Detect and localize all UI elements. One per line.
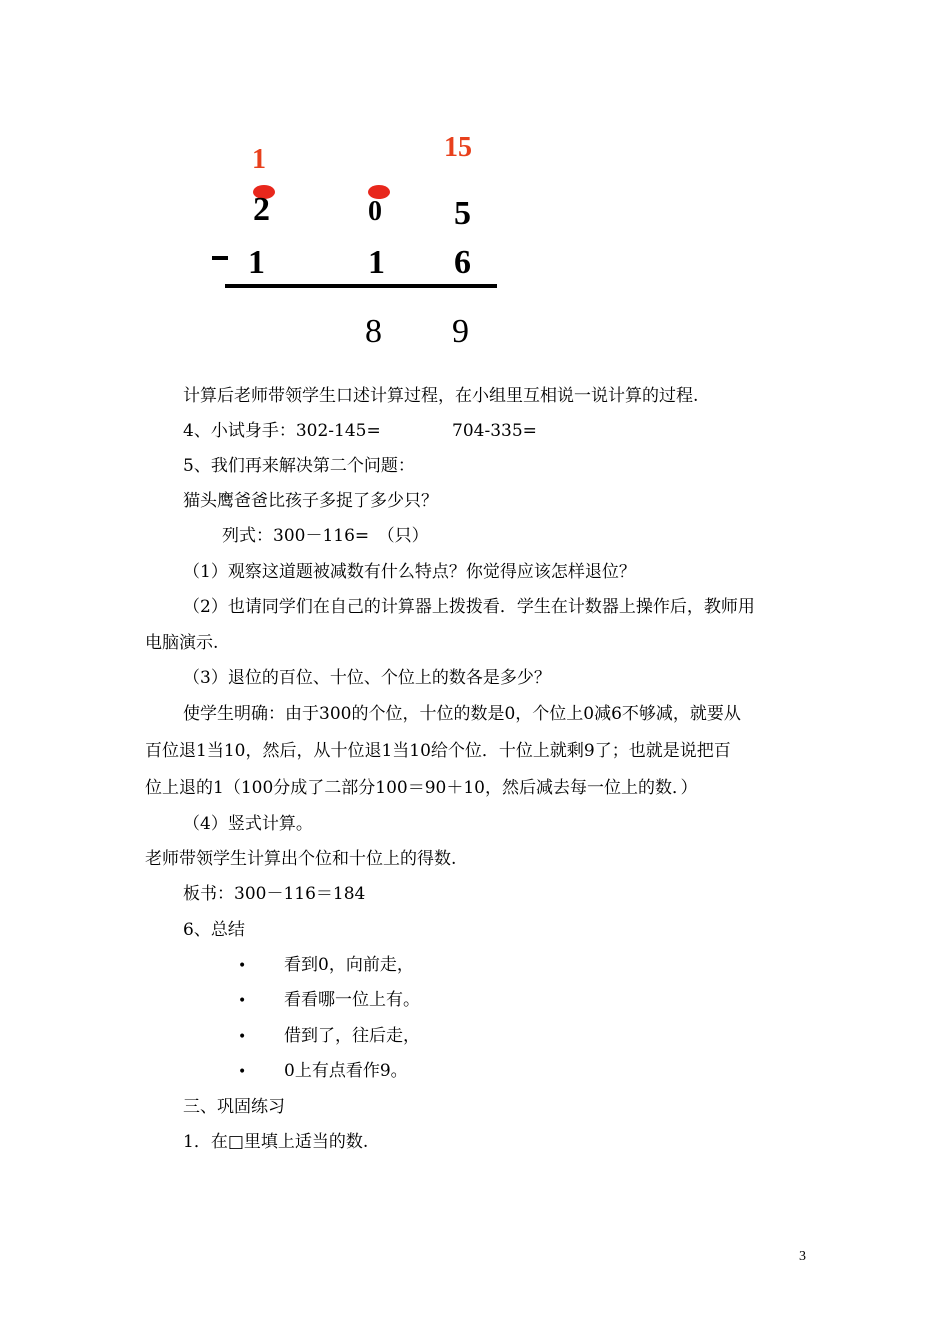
paragraph-summary-heading: 6、总结 — [183, 920, 245, 940]
paragraph-explain-line1: 使学生明确：由于300的个位，十位的数是0，个位上0减6不够减，就要从 — [183, 704, 741, 724]
borrow-mark-hundreds: 1 — [252, 144, 266, 175]
minuend-tens: 0 — [368, 196, 382, 227]
paragraph-equation: 列式：300－116= （只） — [222, 526, 429, 546]
paragraph-owl-question: 猫头鹰爸爸比孩子多捉了多少只？ — [183, 491, 438, 511]
subtrahend-hundreds: 1 — [248, 244, 265, 281]
paragraph-process: 计算后老师带领学生口述计算过程，在小组里互相说一说计算的过程. — [183, 386, 699, 406]
paragraph-step-4: （4）竖式计算。 — [183, 814, 313, 834]
borrow-mark-ones: 15 — [444, 132, 472, 163]
bullet-marker: • — [238, 1064, 247, 1080]
minus-sign — [212, 256, 228, 260]
subtrahend-tens: 1 — [368, 244, 385, 281]
paragraph-step-1: （1）观察这道题被减数有什么特点？你觉得应该怎样退位？ — [183, 562, 636, 582]
practice-item-b: 704-335= — [452, 421, 537, 441]
summary-item: 看到0，向前走， — [284, 955, 414, 975]
paragraph-explain-line2: 百位退1当10，然后，从十位退1当10给个位．十位上就剩9了；也就是说把百 — [145, 741, 731, 761]
paragraph-step-2-line1: （2）也请同学们在自己的计算器上拨拨看．学生在计数器上操作后，教师用 — [183, 597, 755, 617]
page-number: 3 — [799, 1249, 806, 1264]
summary-item: 借到了，往后走， — [284, 1026, 420, 1046]
paragraph-teacher-lead: 老师带领学生计算出个位和十位上的得数. — [145, 849, 457, 869]
result-tens: 8 — [365, 313, 382, 350]
paragraph-step-2-line2: 电脑演示. — [145, 633, 219, 653]
practice-item-a: 4、小试身手：302-145= — [183, 421, 381, 441]
subtrahend-ones: 6 — [454, 244, 471, 281]
paragraph-second-question: 5、我们再来解决第二个问题： — [183, 456, 415, 476]
bullet-marker: • — [238, 1029, 247, 1045]
paragraph-step-3: （3）退位的百位、十位、个位上的数各是多少？ — [183, 668, 551, 688]
bullet-marker: • — [238, 993, 247, 1009]
summary-item: 0上有点看作9。 — [284, 1061, 408, 1081]
bullet-marker: • — [238, 958, 247, 974]
exercise-item-1: 1．在□里填上适当的数. — [183, 1132, 369, 1152]
minuend-ones: 5 — [454, 195, 471, 232]
section-heading-practice: 三、巩固练习 — [183, 1097, 285, 1117]
summary-item: 看看哪一位上有。 — [284, 990, 420, 1010]
minuend-hundreds: 2 — [253, 191, 270, 228]
paragraph-board-writing: 板书：300－116＝184 — [183, 884, 366, 904]
paragraph-explain-line3: 位上退的1（100分成了二部分100＝90＋10，然后减去每一位上的数．） — [145, 778, 698, 798]
sum-line — [225, 284, 497, 288]
result-ones: 9 — [452, 313, 469, 350]
